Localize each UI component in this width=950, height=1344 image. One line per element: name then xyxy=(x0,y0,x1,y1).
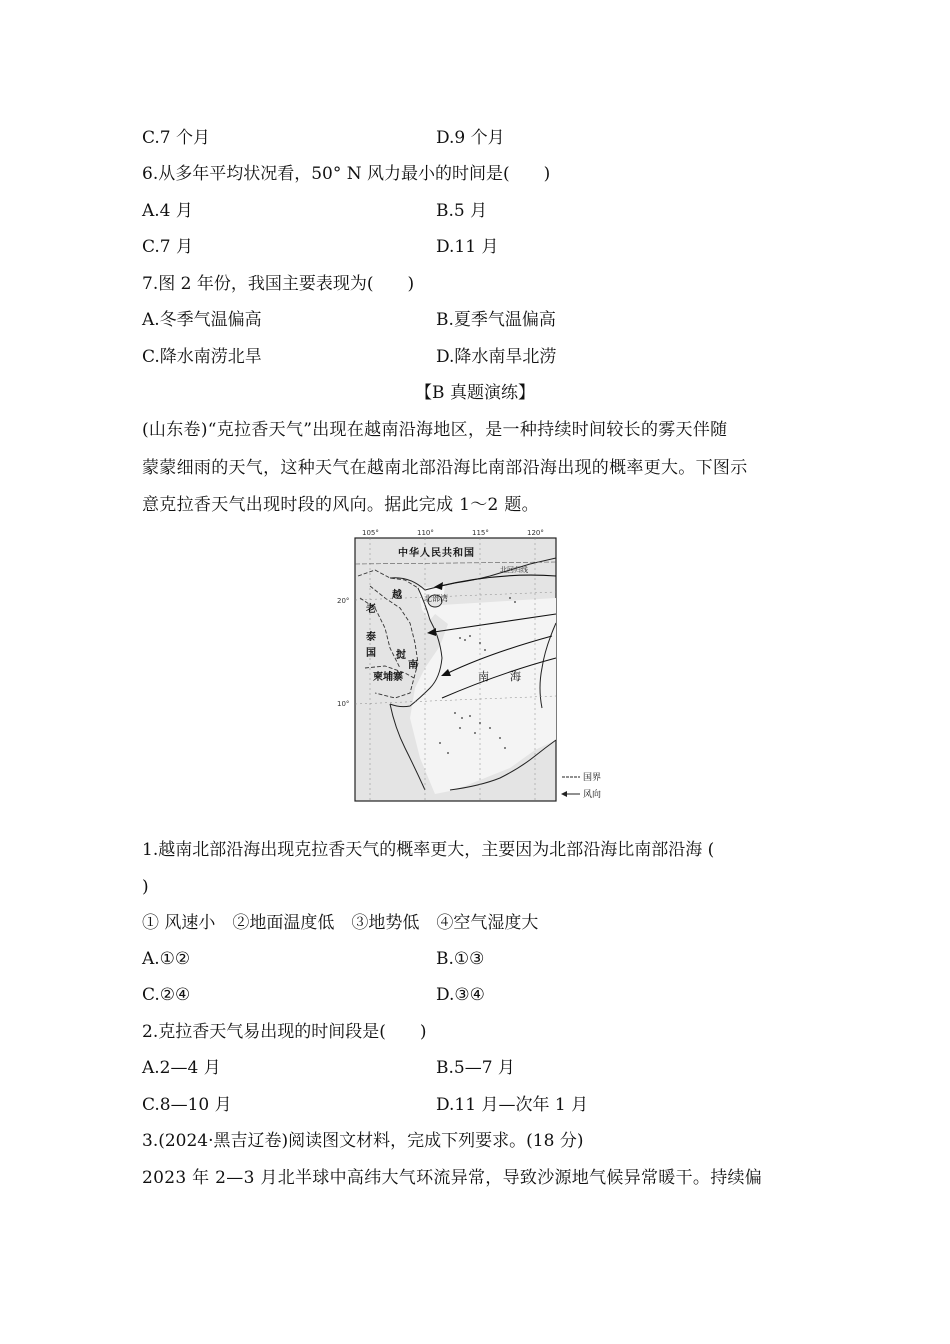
lon-label-115: 115° xyxy=(472,529,489,537)
q2-option-b: B.5—7 月 xyxy=(436,1058,515,1078)
lon-label-110: 110° xyxy=(417,529,434,537)
label-vietnam-2: 南 xyxy=(408,660,418,671)
q6-option-a: A.4 月 xyxy=(142,201,193,221)
q6-stem: 6.从多年平均状况看，50° N 风力最小的时间是( ) xyxy=(142,164,551,184)
q1-items: ① 风速小 ②地面温度低 ③地势低 ④空气湿度大 xyxy=(142,913,539,933)
label-china: 中华人民共和国 xyxy=(398,548,475,559)
q5-option-d: D.9 个月 xyxy=(436,128,505,148)
q2-stem: 2.克拉香天气易出现的时间段是( ) xyxy=(142,1022,427,1042)
q7-option-d: D.降水南旱北涝 xyxy=(436,347,557,367)
q7-stem: 7.图 2 年份，我国主要表现为( ) xyxy=(142,274,415,294)
south-china-sea-wind-map xyxy=(330,528,620,806)
label-tropic: 北回归线 xyxy=(500,566,528,574)
q2-option-d: D.11 月—次年 1 月 xyxy=(436,1095,589,1115)
lat-label-20: 20° xyxy=(337,597,350,605)
label-laos: 老 xyxy=(366,604,376,615)
q7-option-c: C.降水南涝北旱 xyxy=(142,347,262,367)
lon-label-105: 105° xyxy=(362,529,379,537)
label-sea-2: 海 xyxy=(510,670,521,683)
label-thailand-2: 国 xyxy=(366,648,376,659)
q2-option-c: C.8—10 月 xyxy=(142,1095,232,1115)
lat-label-10: 10° xyxy=(337,700,350,708)
q2-option-a: A.2—4 月 xyxy=(142,1058,221,1078)
intro-line-2: 蒙蒙细雨的天气，这种天气在越南北部沿海比南部沿海出现的概率更大。下图示 xyxy=(142,458,748,478)
q6-option-b: B.5 月 xyxy=(436,201,488,221)
q1-option-d: D.③④ xyxy=(436,985,485,1005)
label-yue: 越 xyxy=(392,590,402,601)
q7-option-b: B.夏季气温偏高 xyxy=(436,310,556,330)
q1-option-b: B.①③ xyxy=(436,949,485,969)
q1-option-a: A.①② xyxy=(142,949,191,969)
q5-option-c: C.7 个月 xyxy=(142,128,211,148)
closing-paragraph: 2023 年 2—3 月北半球中高纬大气环流异常，导致沙源地气候异常暖干。持续偏 xyxy=(142,1168,763,1188)
legend-border-label: 国界 xyxy=(583,773,602,783)
label-thailand-1: 泰 xyxy=(366,632,376,643)
label-gulf: 北部湾 xyxy=(424,594,448,603)
legend-wind-arrowhead xyxy=(561,791,567,797)
label-cambodia: 柬埔寨 xyxy=(373,672,403,683)
q6-option-d: D.11 月 xyxy=(436,237,499,257)
q7-option-a: A.冬季气温偏高 xyxy=(142,310,262,330)
label-vietnam-1: 挝 xyxy=(396,650,406,661)
section-title: 【B 真题演练】 xyxy=(415,383,535,403)
intro-line-1: (山东卷)“克拉香天气”出现在越南沿海地区，是一种持续时间较长的雾天伴随 xyxy=(142,420,728,440)
legend-wind-label: 风向 xyxy=(583,790,602,800)
q1-stem-line-1: 1.越南北部沿海出现克拉香天气的概率更大，主要因为北部沿海比南部沿海 ( xyxy=(142,840,715,860)
q1-stem-line-2: ) xyxy=(142,877,149,897)
q1-option-c: C.②④ xyxy=(142,985,191,1005)
q3-stem: 3.(2024·黑吉辽卷)阅读图文材料，完成下列要求。(18 分) xyxy=(142,1131,584,1151)
intro-line-3: 意克拉香天气出现时段的风向。据此完成 1～2 题。 xyxy=(142,495,539,515)
q6-option-c: C.7 月 xyxy=(142,237,194,257)
lon-label-120: 120° xyxy=(527,529,544,537)
label-sea-1: 南 xyxy=(478,670,489,683)
